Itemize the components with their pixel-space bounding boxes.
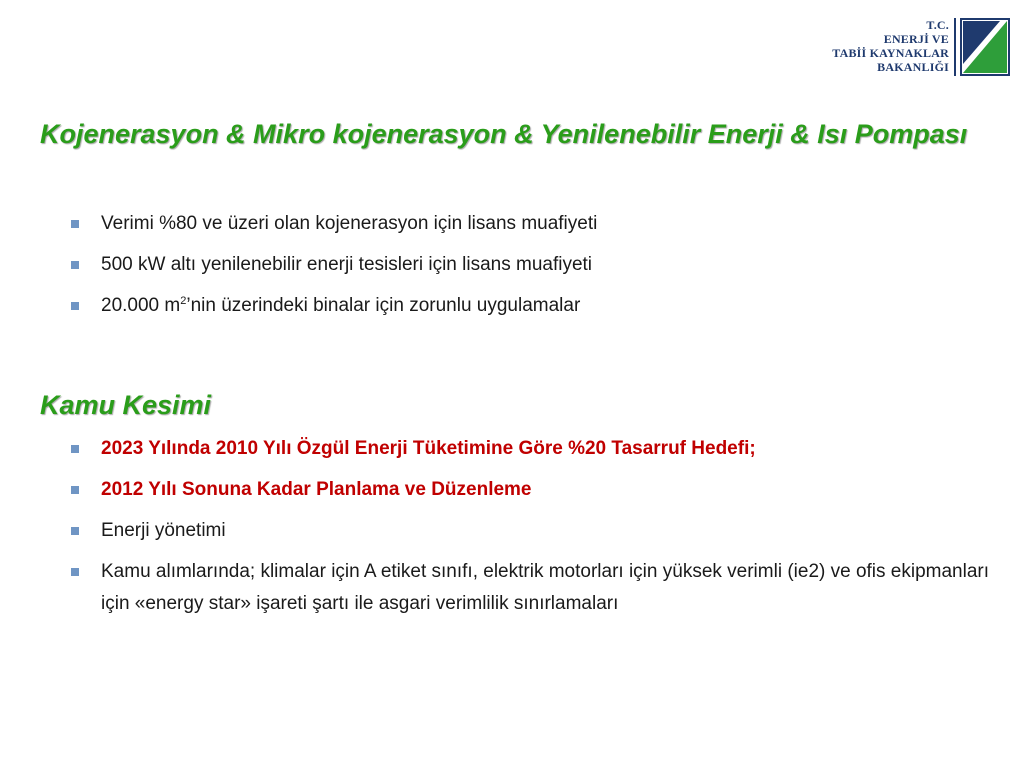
list-item [70,208,1000,240]
list-item [70,515,1000,547]
list-item [70,249,1000,281]
list-item [70,290,1000,324]
bullet-text: Kamu alımlarında; klimalar için A etiket sınıfı, elektrik motorları için yüksek verimli (ie2) ve ofis ekipmanları için «energy star» işareti şartı ile asgari verimlilik sınırlamaları [101,561,990,614]
bullet-text [101,295,580,316]
logo-line-tc: T.C. [926,18,949,32]
bullet-text: 500 kW altı yenilenebilir enerji tesisleri için lisans muafiyeti [101,254,593,275]
ministry-logo [832,18,1010,76]
list-item [70,556,1000,620]
logo-line-tabii: TABİİ KAYNAKLAR [832,46,949,60]
bullet-text-post: ’nin üzerindeki binalar için zorunlu uygulamalar [186,295,581,316]
bullet-text: Verimi %80 ve üzeri olan kojenerasyon için lisans muafiyeti [101,213,598,234]
logo-mark-icon [960,18,1010,76]
square-bullet-icon [71,445,79,453]
cogeneration-bullet-list [70,208,1000,333]
square-bullet-icon [71,527,79,535]
list-item [70,433,1000,465]
list-item [70,474,1000,506]
logo-line-bakanlik: BAKANLIĞI [877,60,949,74]
bullet-text-emphasis: 2023 Yılında 2010 Yılı Özgül Enerji Tüketimine Göre %20 Tasarruf Hedefi; [101,438,756,459]
square-bullet-icon [71,220,79,228]
bullet-text: Enerji yönetimi [101,520,226,541]
public-sector-bullet-list [70,433,1000,629]
section-title-public-sector: Kamu Kesimi [40,390,212,420]
bullet-text-emphasis: 2012 Yılı Sonuna Kadar Planlama ve Düzenleme [101,479,532,500]
logo-text [832,18,954,74]
section-title-cogeneration: Kojenerasyon & Mikro kojenerasyon & Yenilenebilir Enerji & Isı Pompası [40,119,968,149]
square-bullet-icon [71,261,79,269]
logo-line-enerji: ENERJİ VE [883,32,949,46]
bullet-text-pre: 20.000 m [101,295,181,316]
square-bullet-icon [71,302,79,310]
logo-divider [954,18,956,76]
superscript: 2 [180,295,187,307]
square-bullet-icon [71,486,79,494]
square-bullet-icon [71,568,79,576]
